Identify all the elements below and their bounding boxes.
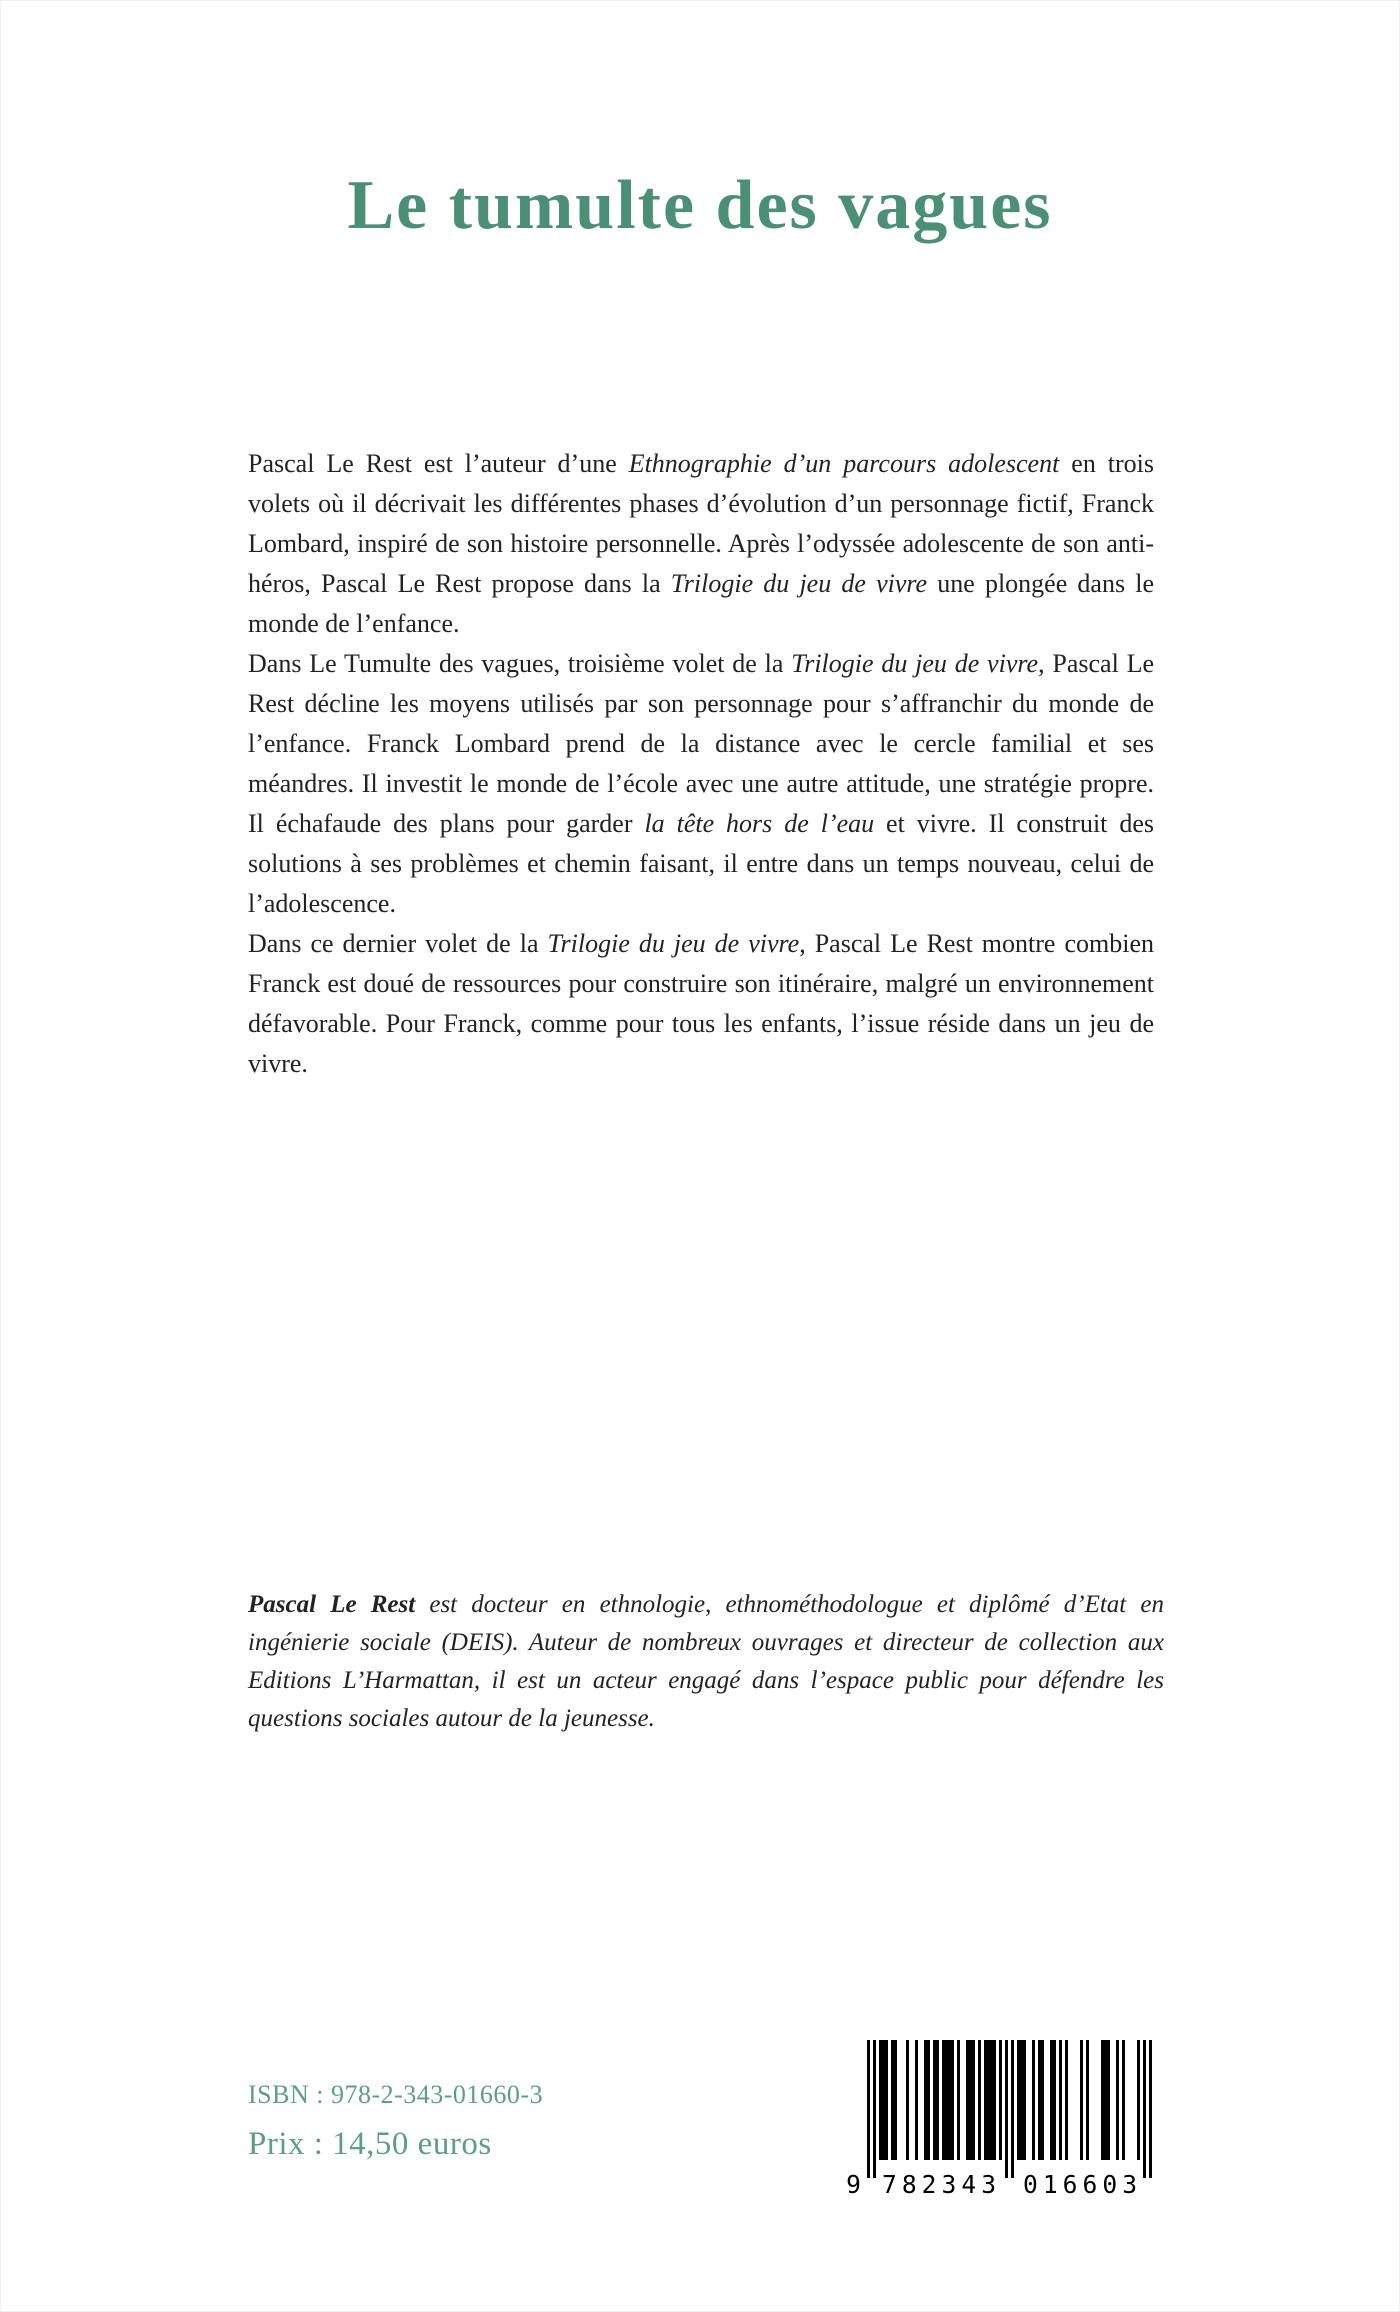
blurb-paragraph: Dans ce dernier volet de la Trilogie du jeu de vivre, Pascal Le Rest montre combien Franck est doué de ressources pour construire son itinéraire, malgré un environnement défavorable. Pour Franck, comme pour tous les enfants, l’issue réside dans un jeu de vivre. (248, 929, 1154, 1078)
blurb-paragraph: Dans Le Tumulte des vagues, troisième volet de la Trilogie du jeu de vivre, Pascal Le Rest décline les moyens utilisés par son personnage pour s’affranchir du monde de l’enfance. Franck Lombard prend de la distance avec le cercle familial et ses méandres. Il investit le monde de l’école avec une autre attitude, une stratégie propre. Il échafaude des plans pour garder la tête hors de l’eau et vivre. Il construit des solutions à ses problèmes et chemin faisant, il entre dans un temps nouveau, celui de l’adolescence. (248, 649, 1155, 918)
isbn-text: ISBN : 978-2-343-01660-3 (248, 2080, 544, 2109)
author-bio-section (248, 1586, 1164, 1738)
book-title: Le tumulte des vagues (347, 167, 1053, 244)
isbn-price-block (248, 2080, 543, 2163)
svg-text:016603: 016603 (1023, 2170, 1137, 2199)
barcode-svg (843, 2032, 1152, 2204)
svg-text:9: 9 (846, 2170, 861, 2199)
price-text: Prix : 14,50 euros (248, 2126, 492, 2162)
svg-text:782343: 782343 (882, 2170, 996, 2199)
barcode (843, 2032, 1152, 2204)
blurb-paragraph: Pascal Le Rest est l’auteur d’une Ethnographie d’un parcours adolescent en trois volets où il décrivait les différentes phases d’évolution d’un personnage fictif, Franck Lombard, inspiré de son histoire personnelle. Après l’odyssée adolescente de son anti-héros, Pascal Le Rest propose dans la Trilogie du jeu de vivre une plongée dans le monde de l’enfance. (248, 449, 1155, 638)
author-bio-paragraph: Pascal Le Rest est docteur en ethnologie, ethnométhodologue et diplômé d’Etat en ingénierie sociale (DEIS). Auteur de nombreux ouvrages et directeur de collection aux Editions L’Harmattan, il est un acteur engagé dans l’espace public pour défendre les questions sociales autour de la jeunesse. (248, 1591, 1164, 1732)
blurb-section (248, 444, 1154, 1084)
